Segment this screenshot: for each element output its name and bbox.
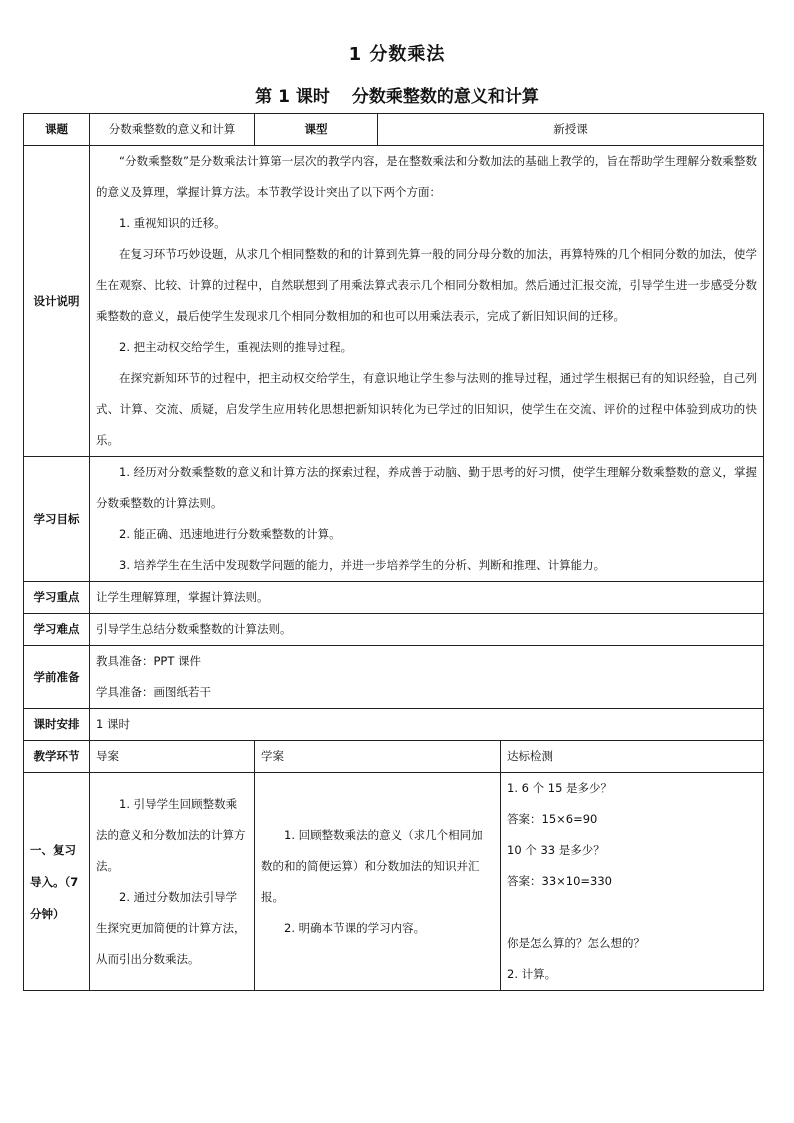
design-paragraph: 在复习环节巧妙设题，从求几个相同整数的和的计算到先算一般的同分母分数的加法，再算特殊的几个相同分数的加法，使学生在观察、比较、计算的过程中，自然联想到了用乘法算式表示几个相同分数相加。然后通过汇报交流，引导学生进一步感受分数乘整数的意义，最后使学生发现求几个相同分数相加的和也可以用乘法表示，完成了新旧知识间的迁移。 <box>96 247 757 323</box>
lesson-heading <box>0 82 794 107</box>
check-header: 达标检测 <box>501 741 764 773</box>
schedule-value: 1 课时 <box>90 709 764 741</box>
goal-item: 1. 经历对分数乘整数的意义和计算方法的探索过程，养成善于动脑、勤于思考的好习惯，使学生理解分数乘整数的意义，掌握分数乘整数的计算法则。 <box>96 465 757 510</box>
difficulties-value: 引导学生总结分数乘整数的计算法则。 <box>90 614 764 646</box>
teacher-materials: 教具准备：PPT 课件 <box>96 654 202 668</box>
design-paragraph: “分数乘整数”是分数乘法计算第一层次的教学内容，是在整数乘法和分数加法的基础上教学的，旨在帮助学生理解分数乘整数的意义及算理，掌握计算方法。本节教学设计突出了以下两个方面： <box>96 154 757 199</box>
design-paragraph: 2. 把主动权交给学生，重视法则的推导过程。 <box>119 340 353 354</box>
design-content <box>90 146 764 457</box>
section1-row <box>24 773 764 991</box>
preparation-row <box>24 646 764 709</box>
type-label: 课型 <box>255 114 378 146</box>
schedule-row <box>24 709 764 741</box>
guide-header: 导案 <box>90 741 255 773</box>
process-header-row <box>24 741 764 773</box>
key-points-row <box>24 582 764 614</box>
lesson-number: 第 1 课时 <box>255 87 330 107</box>
section1-study <box>255 773 501 991</box>
goals-row <box>24 457 764 582</box>
check-item: 10 个 33 是多少？ <box>507 843 605 857</box>
lesson-plan-table <box>23 113 764 991</box>
design-label: 设计说明 <box>24 146 90 457</box>
check-item: 2. 计算。 <box>507 967 557 981</box>
check-item: 1. 6 个 15 是多少？ <box>507 781 613 795</box>
goal-item: 2. 能正确、迅速地进行分数乘整数的计算。 <box>119 527 341 541</box>
section1-guide <box>90 773 255 991</box>
design-paragraph: 在探究新知环节的过程中，把主动权交给学生，有意识地让学生参与法则的推导过程，通过学生根据已有的知识经验，自己列式、计算、交流、质疑，启发学生应用转化思想把新知识转化为已学过的旧知识，使学生在交流、评价的过程中体验到成功的快乐。 <box>96 371 757 447</box>
check-item: 你是怎么算的？怎么想的？ <box>507 936 645 950</box>
study-item: 2. 明确本节课的学习内容。 <box>284 920 426 935</box>
check-item: 答案：15×6=90 <box>507 812 598 826</box>
design-paragraph: 1. 重视知识的迁移。 <box>119 216 226 230</box>
guide-item: 2. 通过分数加法引导学生探究更加简便的计算方法，从而引出分数乘法。 <box>96 889 246 966</box>
type-value: 新授课 <box>378 114 764 146</box>
study-item: 1. 回顾整数乘法的意义（求几个相同加数的和的简便运算）和分数加法的知识并汇报。 <box>261 827 483 904</box>
page-title: 1 分数乘法 <box>348 44 446 65</box>
study-header: 学案 <box>255 741 501 773</box>
lesson-topic: 分数乘整数的意义和计算 <box>351 87 539 107</box>
section1-check <box>501 773 764 991</box>
key-points-label: 学习重点 <box>24 582 90 614</box>
check-item: 答案：33×10=330 <box>507 874 612 888</box>
difficulties-row <box>24 614 764 646</box>
schedule-label: 课时安排 <box>24 709 90 741</box>
preparation-label: 学前准备 <box>24 646 90 709</box>
guide-item: 1. 引导学生回顾整数乘法的意义和分数加法的计算方法。 <box>96 796 246 873</box>
check-spacer <box>507 897 757 928</box>
topic-label: 课题 <box>24 114 90 146</box>
goals-content <box>90 457 764 582</box>
goals-label: 学习目标 <box>24 457 90 582</box>
student-materials: 学具准备：画图纸若干 <box>96 685 211 699</box>
goal-item: 3. 培养学生在生活中发现数学问题的能力，并进一步培养学生的分析、判断和推理、计算能力。 <box>119 558 606 572</box>
process-label: 教学环节 <box>24 741 90 773</box>
topic-row <box>24 114 764 146</box>
key-points-value: 让学生理解算理，掌握计算法则。 <box>90 582 764 614</box>
section1-label: 一、复习导入。（7 分钟） <box>24 773 90 991</box>
topic-value: 分数乘整数的意义和计算 <box>90 114 255 146</box>
design-row <box>24 146 764 457</box>
preparation-content <box>90 646 764 709</box>
difficulties-label: 学习难点 <box>24 614 90 646</box>
